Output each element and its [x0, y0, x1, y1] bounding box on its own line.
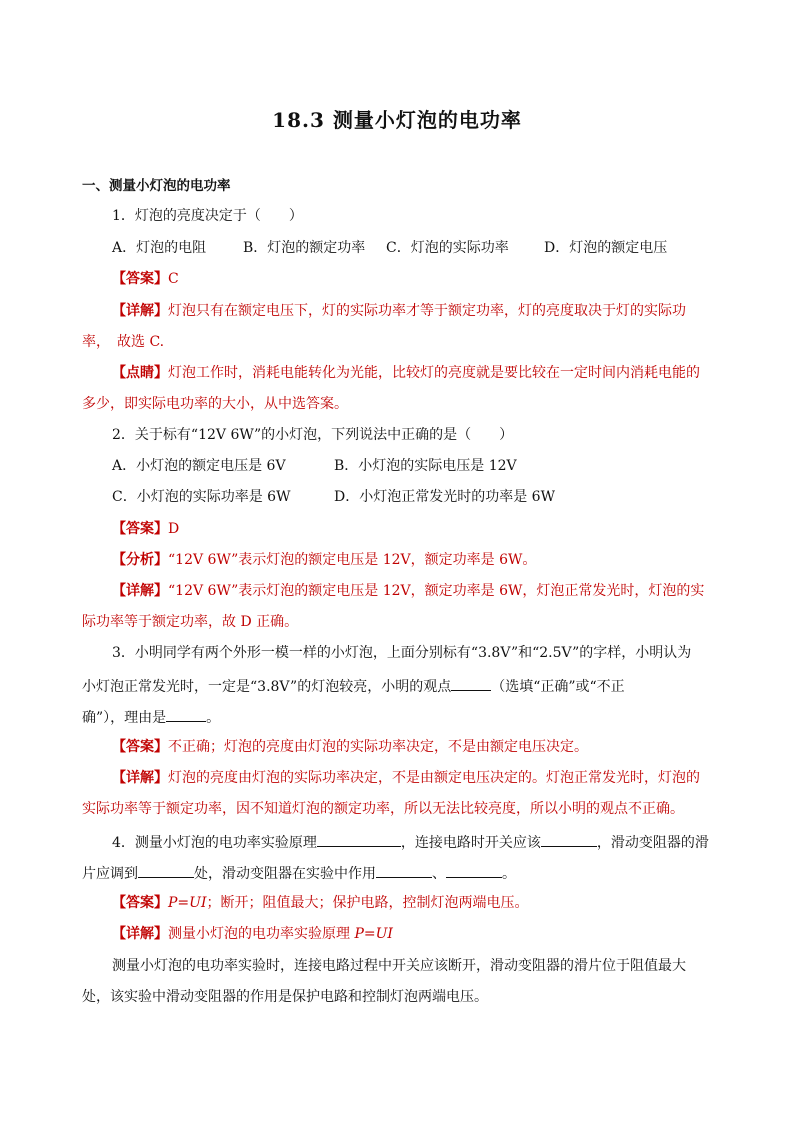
- tip-text: 灯泡工作时，消耗电能转化为光能，比较灯的亮度就是要比较在一定时间内消耗电能的: [168, 365, 700, 381]
- q1-option-b: B．灯泡的额定功率: [243, 240, 366, 256]
- q4-explain-line-3: 处，该实验中滑动变阻器的作用是保护电路和控制灯泡两端电压。: [82, 989, 488, 1005]
- q3-stem-text-b: （选填“正确”或“不正: [491, 679, 625, 695]
- explain-tag: 【详解】: [112, 926, 168, 942]
- answer-tag: 【答案】: [112, 521, 168, 537]
- explain-tag: 【详解】: [112, 583, 168, 599]
- q2-explain-line-2: 际功率等于额定功率，故 D 正确。: [82, 614, 299, 630]
- answer-text: ；断开；阻值最大；保护电路，控制灯泡两端电压。: [206, 895, 529, 911]
- q2-analysis: [112, 550, 536, 570]
- q4-answer: [112, 893, 528, 913]
- q4-stem-line-1: [112, 831, 709, 853]
- analysis-text: “12V 6W”表示灯泡的额定电压是 12V，额定功率是 6W。: [168, 552, 537, 568]
- q4-stem-text-b: ，连接电路时开关应该: [400, 835, 541, 851]
- q2-option-a: A．小灯泡的额定电压是 6V: [112, 458, 286, 474]
- explain-text: 测量小灯泡的电功率实验原理: [168, 926, 355, 942]
- answer-text: C: [168, 271, 179, 287]
- q1-stem: 1．灯泡的亮度决定于（ ）: [112, 208, 303, 224]
- q2-explain-line-1: [112, 581, 704, 601]
- analysis-tag: 【分析】: [112, 552, 168, 568]
- q3-stem-text-c: 确”），理由是: [82, 710, 167, 726]
- q1-tip-line-1: [112, 363, 700, 383]
- q1-explain-line-2: 率， 故选 C.: [82, 334, 165, 350]
- q1-explain-line-1: [112, 301, 686, 321]
- q1-option-d: D．灯泡的额定电压: [544, 240, 668, 256]
- q4-explain-line-1: [112, 924, 393, 944]
- q4-blank-role-1[interactable]: [376, 862, 432, 878]
- q4-blank-role-2[interactable]: [446, 862, 502, 878]
- explain-tag: 【详解】: [112, 303, 168, 319]
- q1-answer: [112, 269, 179, 289]
- q3-stem-line-2: [82, 675, 625, 697]
- q4-stem-text-f: 、: [432, 866, 446, 882]
- q2-option-c: C．小灯泡的实际功率是 6W: [112, 489, 291, 505]
- q4-blank-principle[interactable]: [317, 831, 401, 847]
- q1-tip-line-2: 多少，即实际电功率的大小，从中选答案。: [82, 396, 348, 412]
- q4-stem-text-c: ，滑动变阻器的滑: [596, 835, 709, 851]
- q3-stem-text-d: 。: [206, 710, 221, 726]
- explain-text: 灯泡的亮度由灯泡的实际功率决定，不是由额定电压决定的。灯泡正常发光时，灯泡的: [168, 770, 700, 786]
- q3-stem-line-1: 3．小明同学有两个外形一模一样的小灯泡，上面分别标有“3.8V”和“2.5V”的字样，小明认为: [112, 645, 692, 661]
- answer-text: 不正确；灯泡的亮度由灯泡的实际功率决定，不是由额定电压决定。: [168, 739, 588, 755]
- q2-option-b: B．小灯泡的实际电压是 12V: [334, 458, 517, 474]
- q4-stem-text-d: 片应调到: [82, 866, 138, 882]
- answer-tag: 【答案】: [112, 739, 168, 755]
- q4-explain-line-2: 测量小灯泡的电功率实验时，连接电路过程中开关应该断开，滑动变阻器的滑片位于阻值最大: [112, 958, 686, 974]
- q4-stem-text-a: 4．测量小灯泡的电功率实验原理: [112, 835, 317, 851]
- q4-stem-line-2: [82, 862, 516, 884]
- explain-tag: 【详解】: [112, 770, 168, 786]
- q4-stem-text-g: 。: [502, 866, 516, 882]
- q3-explain-line-2: 实际功率等于额定功率，因不知道灯泡的额定功率，所以无法比较亮度，所以小明的观点不正确。: [82, 801, 684, 817]
- page-title: 18.3 测量小灯泡的电功率: [272, 108, 522, 132]
- explain-text: “12V 6W”表示灯泡的额定电压是 12V，额定功率是 6W，灯泡正常发光时，灯泡的实: [168, 583, 705, 599]
- explain-formula: P=UI: [354, 926, 393, 942]
- answer-tag: 【答案】: [112, 895, 168, 911]
- answer-formula: P=UI: [168, 895, 207, 911]
- q1-option-a: A．灯泡的电阻: [112, 240, 207, 256]
- q4-blank-switch[interactable]: [541, 831, 597, 847]
- q1-option-c: C．灯泡的实际功率: [386, 240, 509, 256]
- q3-blank-1[interactable]: [451, 675, 491, 691]
- q3-answer: [112, 737, 588, 757]
- q3-explain-line-1: [112, 768, 700, 788]
- q2-option-d: D．小灯泡正常发光时的功率是 6W: [334, 489, 555, 505]
- q2-answer: [112, 519, 179, 539]
- section-heading: 一、测量小灯泡的电功率: [82, 178, 231, 194]
- tip-tag: 【点睛】: [112, 365, 168, 381]
- q4-blank-slider[interactable]: [138, 862, 194, 878]
- q2-stem: 2．关于标有“12V 6W”的小灯泡，下列说法中正确的是（ ）: [112, 427, 514, 443]
- q3-blank-2[interactable]: [166, 706, 206, 722]
- q4-stem-text-e: 处，滑动变阻器在实验中作用: [194, 866, 376, 882]
- q3-stem-text-a: 小灯泡正常发光时，一定是“3.8V”的灯泡较亮，小明的观点: [82, 679, 452, 695]
- answer-tag: 【答案】: [112, 271, 168, 287]
- q3-stem-line-3: [82, 706, 220, 728]
- explain-text: 灯泡只有在额定电压下，灯的实际功率才等于额定功率，灯的亮度取决于灯的实际功: [168, 303, 686, 319]
- answer-text: D: [168, 521, 180, 537]
